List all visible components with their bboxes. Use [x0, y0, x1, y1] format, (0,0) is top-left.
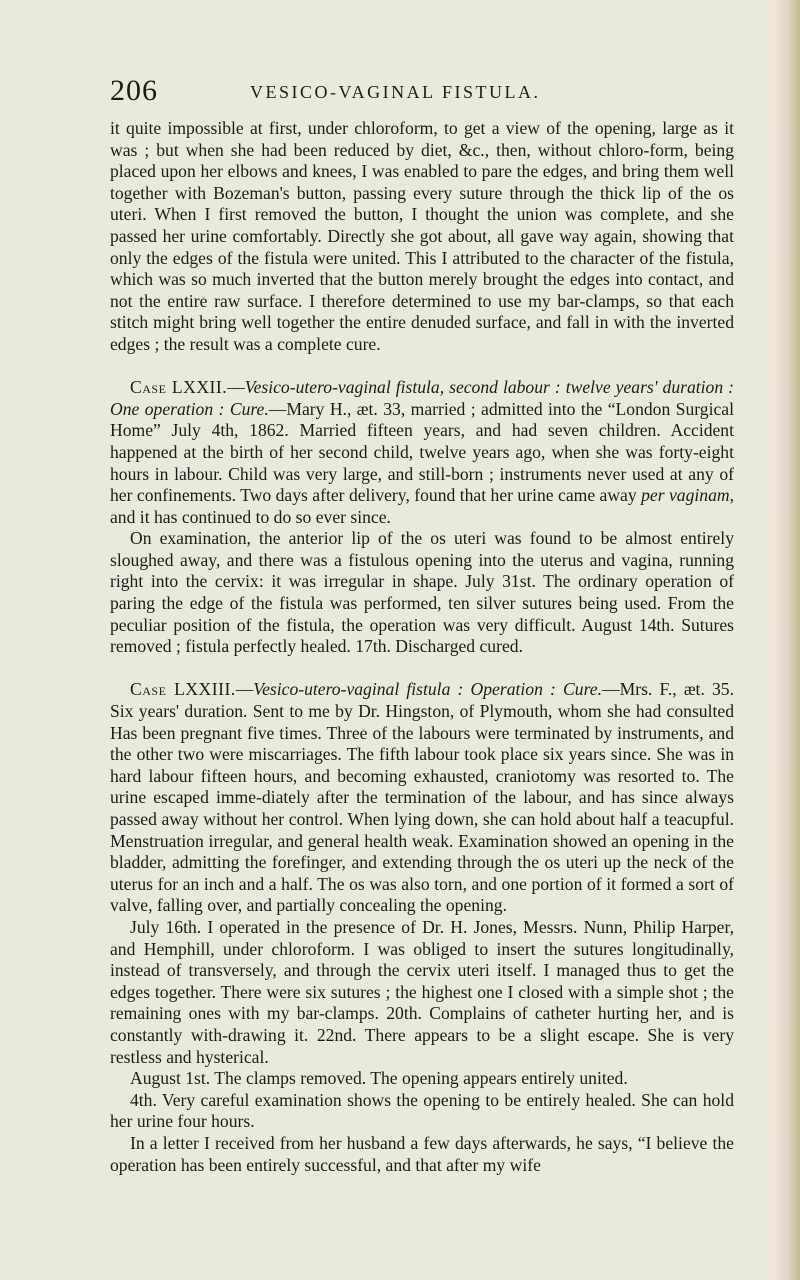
paragraph-continuation: it quite impossible at first, under chloroform, to get a view of the opening, large as it was ; but when she had been reduced by diet, &c., then, without chloro-form, being placed upon her elbows and knees, I was enabled to pare the edges, and bring them well together with Bozeman's button, passing every suture through the thick lip of the os uteri. When I first removed the button, I thought the union was complete, and she passed her urine comfortably. Directly she got about, all gave way again, showing that only the edges of the fistula were united. This I attributed to the character of the fistula, which was so much inverted that the button merely brought the edges into contact, and not the entire raw surface. I therefore determined to use my bar-clamps, so that each stitch might bring well together the entire denuded surface, and fall in with the inverted edges ; the result was a complete cure.: [110, 118, 734, 354]
case-73-text: —Mrs. F., æt. 35. Six years' duration. Sent to me by Dr. Hingston, of Plymouth, whom she had consulted Has been pregnant five times. Three of the labours were terminated by instruments, and the other two were miscarriages. The fifth labour took place six years since. She was in hard labour fifteen hours, and becoming exhausted, craniotomy was resorted to. The urine escaped imme-diately after the termination of the labour, and has since always passed away without her control. When lying down, she can hold about half a teacupful. Menstruation irregular, and general health weak. Examination showed an opening in the bladder, admitting the forefinger, and extending through the os uteri up the neck of the uterus for an inch and a half. The os was also torn, and one portion of it formed a sort of valve, falling over, and partially concealing the opening.: [110, 679, 734, 916]
case-72-paragraph: [110, 377, 734, 528]
page-header: [110, 74, 730, 110]
case-73-paragraph: [110, 679, 734, 917]
case-72-label: Case LXXII.: [130, 377, 228, 398]
case-72-text-end: , and it has continued to do so ever since.: [110, 485, 734, 527]
case-73-august-1st: August 1st. The clamps removed. The opening appears entirely united.: [130, 1068, 628, 1089]
body-text: [110, 118, 734, 1176]
case-72-text: —Mary H., æt. 33, married ; admitted into the “London Surgical Home” July 4th, 1862. Married fifteen years, and had seven children. Accident happened at the birth of her second child, twelve years ago, when she was forty-eight hours in labour. Child was very large, and still-born ; instruments never used at any of her confinements. Two days after delivery, found that her urine came away: [110, 398, 734, 506]
running-title: VESICO-VAGINAL FISTULA.: [250, 82, 541, 102]
case-73-title: Vesico-utero-vaginal fistula : Operation : Cure.: [253, 679, 602, 700]
case-73-operation: July 16th. I operated in the presence of Dr. H. Jones, Messrs. Nunn, Philip Harper, and Hemphill, under chloroform. I was obliged to insert the sutures longitudinally, instead of transversely, and through the cervix uteri itself. I managed thus to get the edges together. There were six sutures ; the highest one I closed with a simple shot ; the remaining ones with my bar-clamps. 20th. Complains of catheter hurting her, and is constantly with-drawing it. 22nd. There appears to be a slight escape. She is very restless and hysterical.: [110, 916, 734, 1067]
case-72-italic-phrase: per vaginam: [641, 485, 730, 506]
case-73-4th: 4th. Very careful examination shows the opening to be entirely healed. She can hold her urine four hours.: [110, 1089, 734, 1132]
case-73-dash: —: [235, 679, 254, 700]
page-edge-shadow: [774, 0, 800, 1280]
page-number: 206: [110, 74, 158, 107]
case-72-dash: —: [227, 377, 245, 398]
case-72-examination: On examination, the anterior lip of the os uteri was found to be almost entirely sloughed away, and there was a fistulous opening into the uterus and vagina, running right into the cervix: it was irregular in shape. July 31st. The ordinary operation of paring the edge of the fistula was performed, ten silver sutures being used. From the peculiar position of the fistula, the operation was very difficult. August 14th. Sutures removed ; fistula perfectly healed. 17th. Discharged cured.: [110, 528, 734, 657]
case-73-label: Case LXXIII.: [130, 679, 236, 700]
case-72-title: Vesico-utero-vaginal fistula, second labour : twelve years' duration : One operation : Cure.: [110, 377, 734, 419]
case-73-letter: In a letter I received from her husband a few days afterwards, he says, “I believe the operation has been entirely successful, and that after my wife: [110, 1132, 734, 1175]
